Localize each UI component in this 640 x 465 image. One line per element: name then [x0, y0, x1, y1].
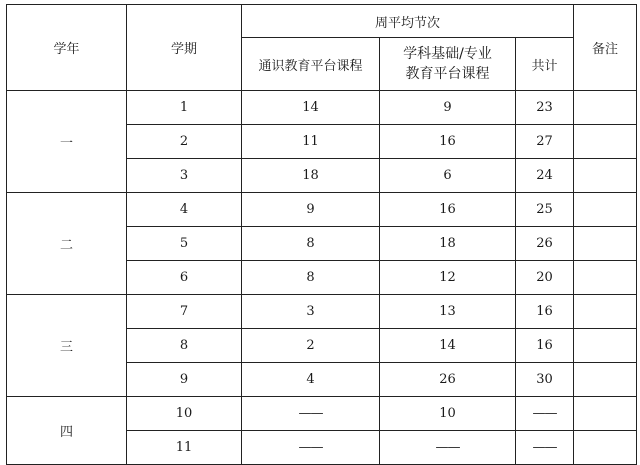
general-education-cell: 14 — [242, 91, 380, 125]
total-cell: 20 — [516, 261, 574, 295]
total-cell: 16 — [516, 295, 574, 329]
semester-cell: 5 — [127, 227, 242, 261]
discipline-cell: 16 — [380, 125, 516, 159]
total-cell: 26 — [516, 227, 574, 261]
table-body — [7, 91, 637, 465]
total-cell: —— — [516, 431, 574, 465]
header-row-top — [7, 5, 637, 38]
discipline-cell: 16 — [380, 193, 516, 227]
remark-cell — [574, 363, 637, 397]
header-weekly-hours: 周平均节次 — [242, 5, 574, 38]
year-cell: 三 — [7, 295, 127, 397]
general-education-cell: —— — [242, 397, 380, 431]
table-row — [7, 295, 637, 329]
semester-cell: 2 — [127, 125, 242, 159]
remark-cell — [574, 329, 637, 363]
discipline-cell: —— — [380, 431, 516, 465]
total-cell: 23 — [516, 91, 574, 125]
header-discipline-line1: 学科基础/专业 — [403, 46, 492, 62]
total-cell: —— — [516, 397, 574, 431]
remark-cell — [574, 397, 637, 431]
header-discipline-line2: 教育平台课程 — [405, 66, 490, 82]
remark-cell — [574, 431, 637, 465]
remark-cell — [574, 227, 637, 261]
discipline-cell: 6 — [380, 159, 516, 193]
total-cell: 16 — [516, 329, 574, 363]
semester-cell: 11 — [127, 431, 242, 465]
semester-cell: 6 — [127, 261, 242, 295]
semester-cell: 9 — [127, 363, 242, 397]
semester-cell: 4 — [127, 193, 242, 227]
semester-cell: 10 — [127, 397, 242, 431]
semester-cell: 8 — [127, 329, 242, 363]
semester-cell: 1 — [127, 91, 242, 125]
total-cell: 27 — [516, 125, 574, 159]
header-remarks: 备注 — [574, 5, 637, 91]
total-cell: 25 — [516, 193, 574, 227]
total-cell: 24 — [516, 159, 574, 193]
discipline-cell: 12 — [380, 261, 516, 295]
general-education-cell: 3 — [242, 295, 380, 329]
discipline-cell: 14 — [380, 329, 516, 363]
table-row — [7, 397, 637, 431]
header-general-education: 通识教育平台课程 — [242, 38, 380, 91]
discipline-cell: 18 — [380, 227, 516, 261]
general-education-cell: 2 — [242, 329, 380, 363]
general-education-cell: 4 — [242, 363, 380, 397]
table-row — [7, 193, 637, 227]
general-education-cell: —— — [242, 431, 380, 465]
header-discipline-platform — [380, 38, 516, 91]
remark-cell — [574, 295, 637, 329]
remark-cell — [574, 91, 637, 125]
year-cell: 一 — [7, 91, 127, 193]
total-cell: 30 — [516, 363, 574, 397]
discipline-cell: 10 — [380, 397, 516, 431]
table-row — [7, 91, 637, 125]
year-cell: 二 — [7, 193, 127, 295]
general-education-cell: 9 — [242, 193, 380, 227]
semester-cell: 3 — [127, 159, 242, 193]
discipline-cell: 26 — [380, 363, 516, 397]
remark-cell — [574, 125, 637, 159]
general-education-cell: 8 — [242, 227, 380, 261]
remark-cell — [574, 159, 637, 193]
header-total: 共计 — [516, 38, 574, 91]
header-semester: 学期 — [127, 5, 242, 91]
remark-cell — [574, 261, 637, 295]
remark-cell — [574, 193, 637, 227]
discipline-cell: 13 — [380, 295, 516, 329]
semester-cell: 7 — [127, 295, 242, 329]
discipline-cell: 9 — [380, 91, 516, 125]
general-education-cell: 8 — [242, 261, 380, 295]
header-year: 学年 — [7, 5, 127, 91]
year-cell: 四 — [7, 397, 127, 465]
general-education-cell: 18 — [242, 159, 380, 193]
general-education-cell: 11 — [242, 125, 380, 159]
weekly-hours-table — [6, 4, 637, 465]
